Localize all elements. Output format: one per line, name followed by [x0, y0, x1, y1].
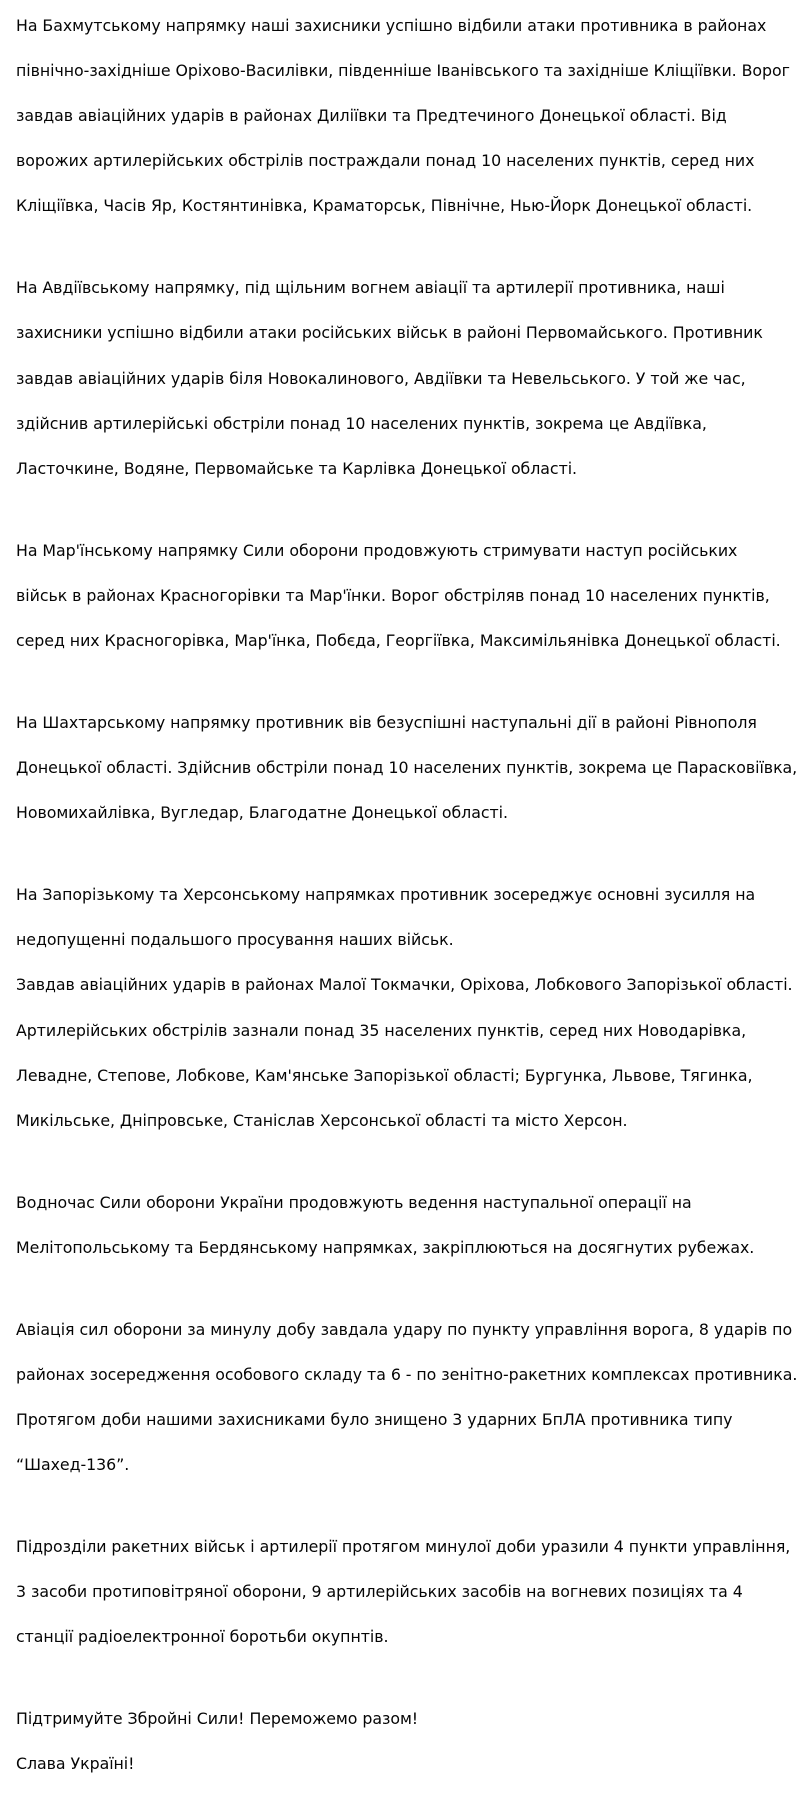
text-line: “Шахед-136”. [16, 1455, 130, 1475]
text-line: завдав авіаційних ударів біля Новокалинового, Авдіївки та Невельського. У той же час, [16, 368, 746, 388]
text-line: Протягом доби нашими захисниками було знищено 3 ударних БпЛА противника типу [16, 1410, 733, 1430]
text-line: недопущенні подальшого просування наших військ. [16, 930, 454, 950]
text-line: Артилерійських обстрілів зазнали понад 35 населених пунктів, серед них Новодарівка, [16, 1020, 747, 1040]
text-line: На Запорізькому та Херсонському напрямках противник зосереджує основні зусилля на [16, 884, 756, 904]
text-line: районах зосередження особового складу та 6 - по зенітно-ракетних комплексах противника. [16, 1364, 797, 1384]
paragraph-bakhmut [16, 0, 790, 241]
text-line: Завдав авіаційних ударів в районах Малої Токмачки, Оріхова, Лобкового Запорізької області. [16, 975, 793, 995]
text-line: Авіація сил оборони за минулу добу завдала удару по пункту управління ворога, 8 ударів по [16, 1319, 793, 1339]
text-line: На Бахмутському напрямку наші захисники успішно відбили атаки противника в районах [16, 15, 767, 35]
paragraph-shakhtarsk [16, 689, 797, 847]
text-line: На Шахтарському напрямку противник вів безуспішні наступальні дії в районі Рівнополя [16, 712, 757, 732]
paragraph-aviation [16, 1296, 797, 1499]
text-line: На Мар'їнському напрямку Сили оборони продовжують стримувати наступ російських [16, 540, 738, 560]
text-line: станції радіоелектронної боротьби окупнтів. [16, 1627, 389, 1647]
text-line: Донецької області. Здійснив обстріли понад 10 населених пунктів, зокрема це Парасковіївка, [16, 758, 797, 777]
paragraph-marinka [16, 517, 781, 675]
text-line: завдав авіаційних ударів в районах Диліївки та Предтечиного Донецької області. Від [16, 105, 727, 125]
text-line: Ласточкине, Водяне, Первомайське та Карлівка Донецької області. [16, 458, 578, 478]
text-line: Мелітопольському та Бердянському напрямках, закріплюються на досягнутих рубежах. [16, 1237, 755, 1257]
text-line: військ в районах Красногорівки та Мар'їнки. Ворог обстріляв понад 10 населених пунктів, [16, 585, 770, 605]
text-line: Кліщіївка, Часів Яр, Костянтинівка, Краматорськ, Північне, Нью-Йорк Донецької області. [16, 196, 753, 216]
text-line: серед них Красногорівка, Мар'їнка, Побєда, Георгіївка, Максимільянівка Донецької області. [16, 631, 781, 651]
text-line: Новомихайлівка, Вугледар, Благодатне Донецької області. [16, 803, 508, 823]
post-body [16, 0, 797, 1813]
text-line: здійснив артилерійські обстріли понад 10 населених пунктів, зокрема це Авдіївка, [16, 413, 707, 433]
paragraph-avdiivka [16, 255, 763, 504]
text-line: північно-західніше Оріхово-Василівки, південніше Іванівського та західніше Кліщіївки. Ворог [16, 60, 790, 80]
text-line: Підрозділи ракетних військ і артилерії протягом минулої доби уразили 4 пункти управління, [16, 1537, 791, 1556]
text-line: Левадне, Степове, Лобкове, Кам'янське Запорізької області; Бургунка, Львове, Тягинка, [16, 1065, 753, 1085]
text-line: Микільське, Дніпровське, Станіслав Херсонської області та місто Херсон. [16, 1110, 628, 1130]
paragraph-zaporizhzhia-kherson [16, 861, 793, 1155]
text-line: Підтримуйте Збройні Сили! Переможемо разом! [16, 1709, 419, 1729]
text-line: 3 засоби протиповітряної оборони, 9 артилерійських засобів на вогневих позиціях та 4 [16, 1582, 743, 1602]
text-line: ворожих артилерійських обстрілів постраждали понад 10 населених пунктів, серед них [16, 151, 755, 171]
paragraph-artillery [16, 1513, 791, 1671]
text-line: Водночас Сили оборони України продовжують ведення наступальної операції на [16, 1192, 692, 1212]
paragraph-offensive [16, 1169, 755, 1282]
text-line: Слава Україні! [16, 1754, 135, 1774]
text-line: захисники успішно відбили атаки російських військ в районі Первомайського. Противник [16, 323, 763, 343]
paragraph-closing [16, 1686, 722, 1799]
text-line: На Авдіївському напрямку, під щільним вогнем авіації та артилерії противника, наші [16, 278, 725, 298]
